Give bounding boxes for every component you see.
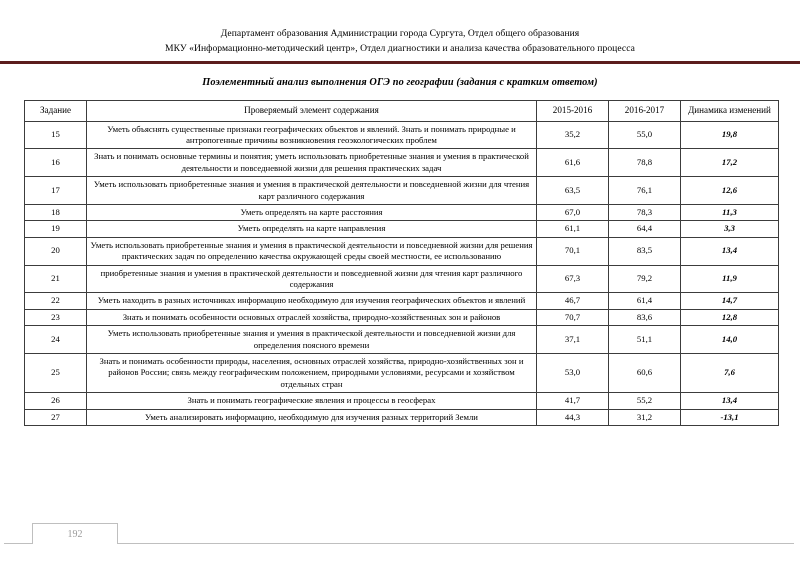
page-title: Поэлементный анализ выполнения ОГЭ по географии (задания с кратким ответом) bbox=[202, 77, 598, 88]
table-header-row bbox=[25, 101, 779, 122]
cell-content: Знать и понимать особенности основных отраслей хозяйства, природно-хозяйственных зон и районов bbox=[87, 309, 537, 325]
cell-value-2016-2017: 79,2 bbox=[609, 265, 681, 293]
cell-task-number: 17 bbox=[25, 177, 87, 205]
table-row bbox=[25, 354, 779, 393]
cell-value-2016-2017: 61,4 bbox=[609, 293, 681, 309]
cell-content: Уметь объяснять существенные признаки географических объектов и явлений. Знать и понимать природные и антропогенные причины возникновения геоэкологических проблем bbox=[87, 121, 537, 149]
header-divider-rule bbox=[0, 61, 800, 64]
document-footer bbox=[0, 520, 800, 544]
cell-value-2016-2017: 55,2 bbox=[609, 393, 681, 409]
cell-value-2016-2017: 76,1 bbox=[609, 177, 681, 205]
cell-task-number: 19 bbox=[25, 221, 87, 237]
cell-task-number: 27 bbox=[25, 409, 87, 425]
table-row bbox=[25, 265, 779, 293]
table-body bbox=[25, 121, 779, 426]
column-header-content: Проверяемый элемент содержания bbox=[87, 101, 537, 122]
cell-content: Уметь находить в разных источниках информацию необходимую для изучения географических объектов и явлений bbox=[87, 293, 537, 309]
cell-value-2015-2016: 61,6 bbox=[537, 149, 609, 177]
cell-task-number: 15 bbox=[25, 121, 87, 149]
cell-content: приобретенные знания и умения в практической деятельности и повседневной жизни для чтения карт различного содержания bbox=[87, 265, 537, 293]
cell-task-number: 25 bbox=[25, 354, 87, 393]
cell-content: Знать и понимать основные термины и понятия; уметь использовать приобретенные знания и умения в практической деятельности и повседневной жизни для решения практических задач bbox=[87, 149, 537, 177]
cell-value-2015-2016: 53,0 bbox=[537, 354, 609, 393]
column-header-dynamics: Динамика изменений bbox=[681, 101, 779, 122]
table-row bbox=[25, 237, 779, 265]
cell-dynamics: 7,6 bbox=[681, 354, 779, 393]
cell-task-number: 20 bbox=[25, 237, 87, 265]
cell-value-2015-2016: 44,3 bbox=[537, 409, 609, 425]
cell-dynamics: 14,7 bbox=[681, 293, 779, 309]
cell-content: Знать и понимать географические явления и процессы в геосферах bbox=[87, 393, 537, 409]
cell-content: Уметь определять на карте направления bbox=[87, 221, 537, 237]
table-row bbox=[25, 177, 779, 205]
cell-task-number: 23 bbox=[25, 309, 87, 325]
footer-rule-left bbox=[4, 543, 32, 544]
table-row bbox=[25, 309, 779, 325]
page-number: 192 bbox=[67, 529, 83, 540]
cell-dynamics: 13,4 bbox=[681, 237, 779, 265]
cell-content: Уметь использовать приобретенные знания и умения в практической деятельности и повседневной жизни для чтения карт различного содержания bbox=[87, 177, 537, 205]
cell-dynamics: 12,8 bbox=[681, 309, 779, 325]
cell-value-2015-2016: 67,0 bbox=[537, 204, 609, 220]
table-row bbox=[25, 293, 779, 309]
cell-value-2015-2016: 63,5 bbox=[537, 177, 609, 205]
table-row bbox=[25, 221, 779, 237]
footer-rule-right bbox=[118, 543, 794, 544]
cell-dynamics: 14,0 bbox=[681, 326, 779, 354]
table-container bbox=[24, 100, 778, 426]
cell-value-2015-2016: 67,3 bbox=[537, 265, 609, 293]
column-header-year-2016-2017: 2016-2017 bbox=[609, 101, 681, 122]
header-line-2: МКУ «Информационно-методический центр», Отдел диагностики и анализа качества образовательного процесса bbox=[165, 43, 635, 54]
table-row bbox=[25, 409, 779, 425]
table-row bbox=[25, 393, 779, 409]
cell-value-2015-2016: 46,7 bbox=[537, 293, 609, 309]
cell-value-2016-2017: 83,5 bbox=[609, 237, 681, 265]
cell-value-2015-2016: 35,2 bbox=[537, 121, 609, 149]
cell-value-2016-2017: 78,3 bbox=[609, 204, 681, 220]
cell-value-2016-2017: 78,8 bbox=[609, 149, 681, 177]
cell-value-2016-2017: 55,0 bbox=[609, 121, 681, 149]
cell-value-2015-2016: 70,1 bbox=[537, 237, 609, 265]
cell-dynamics: -13,1 bbox=[681, 409, 779, 425]
cell-value-2015-2016: 41,7 bbox=[537, 393, 609, 409]
cell-value-2016-2017: 51,1 bbox=[609, 326, 681, 354]
cell-task-number: 26 bbox=[25, 393, 87, 409]
cell-content: Уметь использовать приобретенные знания и умения в практической деятельности и повседневной жизни для решения практических задач по определению качества окружающей среды своей местности, ее использованию bbox=[87, 237, 537, 265]
cell-content: Уметь использовать приобретенные знания и умения в практической деятельности и повседневной жизни для определения поясного времени bbox=[87, 326, 537, 354]
cell-task-number: 18 bbox=[25, 204, 87, 220]
cell-dynamics: 12,6 bbox=[681, 177, 779, 205]
cell-dynamics: 17,2 bbox=[681, 149, 779, 177]
cell-value-2015-2016: 61,1 bbox=[537, 221, 609, 237]
cell-value-2015-2016: 37,1 bbox=[537, 326, 609, 354]
table-row bbox=[25, 204, 779, 220]
cell-value-2016-2017: 83,6 bbox=[609, 309, 681, 325]
cell-value-2015-2016: 70,7 bbox=[537, 309, 609, 325]
cell-dynamics: 11,3 bbox=[681, 204, 779, 220]
cell-dynamics: 19,8 bbox=[681, 121, 779, 149]
cell-content: Уметь анализировать информацию, необходимую для изучения разных территорий Земли bbox=[87, 409, 537, 425]
cell-content: Уметь определять на карте расстояния bbox=[87, 204, 537, 220]
cell-dynamics: 11,9 bbox=[681, 265, 779, 293]
table-row bbox=[25, 326, 779, 354]
cell-value-2016-2017: 64,4 bbox=[609, 221, 681, 237]
cell-task-number: 21 bbox=[25, 265, 87, 293]
cell-value-2016-2017: 31,2 bbox=[609, 409, 681, 425]
table-row bbox=[25, 149, 779, 177]
cell-dynamics: 3,3 bbox=[681, 221, 779, 237]
document-header bbox=[0, 0, 800, 64]
table-row bbox=[25, 121, 779, 149]
cell-task-number: 16 bbox=[25, 149, 87, 177]
cell-dynamics: 13,4 bbox=[681, 393, 779, 409]
cell-task-number: 22 bbox=[25, 293, 87, 309]
column-header-task: Задание bbox=[25, 101, 87, 122]
cell-task-number: 24 bbox=[25, 326, 87, 354]
column-header-year-2015-2016: 2015-2016 bbox=[537, 101, 609, 122]
page-number-box bbox=[32, 523, 118, 544]
cell-content: Знать и понимать особенности природы, населения, основных отраслей хозяйства, природно-хозяйственных зон и районов России; связь между географическим положением, природными условиями, ресурсами и хозяйством отдельных стран bbox=[87, 354, 537, 393]
cell-value-2016-2017: 60,6 bbox=[609, 354, 681, 393]
analysis-table bbox=[24, 100, 779, 426]
header-line-1: Департамент образования Администрации города Сургута, Отдел общего образования bbox=[220, 28, 580, 39]
